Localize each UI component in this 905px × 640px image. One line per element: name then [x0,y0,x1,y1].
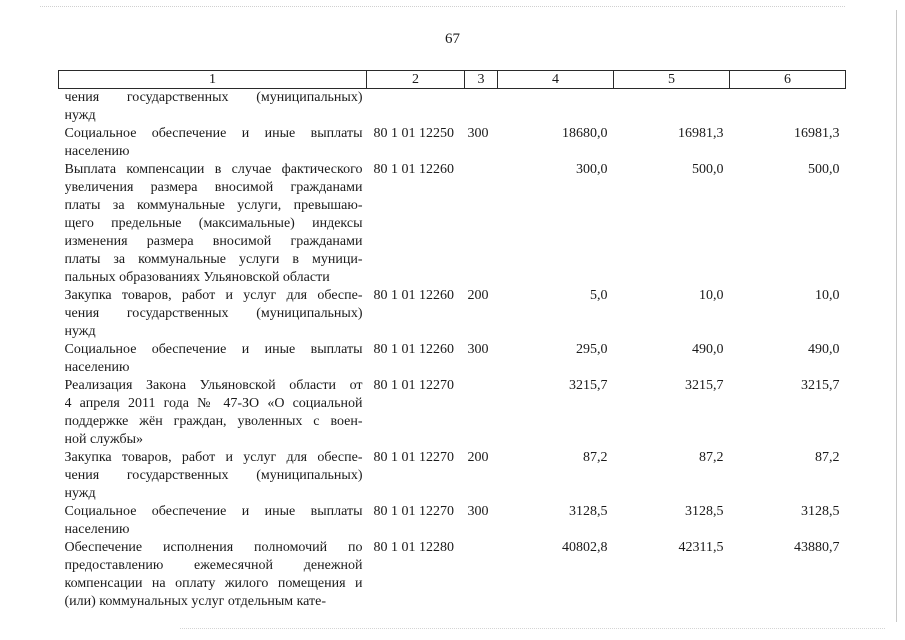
row-name-line: предоставлению ежемесячной денежной [64,558,363,573]
row-value-2020-cell: 10,0 [699,288,724,303]
row-name-line: Закупка товаров, работ и услуг для обеспе- [64,450,363,465]
header-col-6: 6 [730,71,846,89]
row-code-cell: 80 1 01 12250 [373,126,454,141]
row-name-cell [59,161,367,287]
header-col-2: 2 [367,71,465,89]
row-name-line: Социальное обеспечение и иные выплаты [64,126,363,141]
page-bottom-edge [180,628,885,629]
row-name-line: ной службы» [64,432,144,447]
row-code-cell: 80 1 01 12270 [373,504,454,519]
row-name-line: платы за коммунальные услуги в муници- [64,252,363,267]
row-name-line: нужд [64,486,96,501]
header-row [59,71,846,89]
row-value-2019-cell: 5,0 [590,288,608,303]
header-col-5: 5 [614,71,730,89]
row-name-line: увеличения размера вносимой гражданами [64,180,363,195]
header-col-4: 4 [498,71,614,89]
row-value-2021-cell: 10,0 [815,288,840,303]
row-expense-type-cell: 300 [467,504,489,519]
row-name-line: Закупка товаров, работ и услуг для обеспе- [64,288,363,303]
row-code-cell: 80 1 01 12270 [373,450,454,465]
row-name-line: Выплата компенсации в случае фактического [64,162,363,177]
row-expense-type-cell [465,539,498,611]
header-col-1: 1 [59,71,367,89]
row-code-cell: 80 1 01 12270 [373,378,454,393]
budget-table [58,70,846,611]
row-name-line: населению [64,360,130,375]
row-code-cell: 80 1 01 12260 [373,342,454,357]
row-expense-type-cell: 300 [467,126,489,141]
row-name-line: населению [64,144,130,159]
table-row [59,449,846,503]
row-expense-type-cell: 300 [467,342,489,357]
row-value-2021-cell: 490,0 [808,342,840,357]
row-value-2019-cell: 87,2 [583,450,608,465]
row-value-2021-cell: 87,2 [815,450,840,465]
table-row [59,125,846,161]
row-name-cell [59,503,367,539]
row-name-line: чения государственных (муниципальных) [64,468,363,483]
row-name-line: изменения размера вносимой гражданами [64,234,363,249]
row-expense-type-cell [465,89,498,126]
table-row [59,161,846,287]
page-right-edge [896,10,897,622]
row-code-cell [367,89,465,126]
row-value-2021-cell: 16981,3 [794,126,840,141]
table-row [59,287,846,341]
row-code-cell: 80 1 01 12280 [373,540,454,555]
row-expense-type-cell [465,377,498,449]
table-row [59,341,846,377]
row-value-2019-cell: 295,0 [576,342,608,357]
row-value-2020-cell: 87,2 [699,450,724,465]
header-col-3: 3 [465,71,498,89]
row-code-cell: 80 1 01 12260 [373,162,454,177]
row-name-line: платы за коммунальные услуги, превышаю- [64,198,363,213]
row-name-line: поддержке жён граждан, уволенных с воен- [64,414,363,429]
row-expense-type-cell: 200 [467,288,489,303]
row-name-line: чения государственных (муниципальных) [64,306,363,321]
row-value-2020-cell: 3215,7 [685,378,724,393]
row-name-line: пальных образованиях Ульяновской области [64,270,330,285]
table-row [59,503,846,539]
table-row [59,539,846,611]
row-value-2020-cell [614,89,730,126]
row-name-line: нужд [64,324,96,339]
row-value-2020-cell: 500,0 [692,162,724,177]
row-name-cell [59,89,367,126]
row-expense-type-cell [465,161,498,287]
row-name-cell [59,125,367,161]
row-value-2021-cell: 3215,7 [801,378,840,393]
row-name-line: Обеспечение исполнения полномочий по [64,540,363,555]
row-name-line: Социальное обеспечение и иные выплаты [64,504,363,519]
row-value-2019-cell: 40802,8 [562,540,608,555]
row-name-line: Социальное обеспечение и иные выплаты [64,342,363,357]
row-value-2019-cell: 3215,7 [569,378,608,393]
row-value-2019-cell: 3128,5 [569,504,608,519]
row-value-2020-cell: 3128,5 [685,504,724,519]
row-name-line: (или) коммунальных услуг отдельным кате- [64,594,327,609]
table-row [59,377,846,449]
row-name-cell [59,539,367,611]
row-name-line: компенсации на оплату жилого помещения и [64,576,363,591]
row-name-line: 4 апреля 2011 года № 47-ЗО «О социальной [64,396,363,411]
row-name-line: Реализация Закона Ульяновской области от [64,378,363,393]
row-value-2021-cell: 500,0 [808,162,840,177]
row-name-line: чения государственных (муниципальных) [64,90,363,105]
row-name-line: щего предельные (максимальные) индексы [64,216,363,231]
row-code-cell: 80 1 01 12260 [373,288,454,303]
row-value-2020-cell: 16981,3 [678,126,724,141]
table-row [59,89,846,126]
row-name-cell [59,377,367,449]
row-value-2020-cell: 42311,5 [678,540,724,555]
row-value-2019-cell: 300,0 [576,162,608,177]
row-name-cell [59,449,367,503]
table-body [59,89,846,612]
row-name-cell [59,287,367,341]
page-top-edge [40,6,845,7]
row-expense-type-cell: 200 [467,450,489,465]
row-value-2019-cell [498,89,614,126]
row-value-2021-cell [730,89,846,126]
page-number: 67 [445,31,460,47]
row-name-line: населению [64,522,130,537]
row-value-2020-cell: 490,0 [692,342,724,357]
table-header [59,71,846,89]
row-name-cell [59,341,367,377]
row-value-2021-cell: 3128,5 [801,504,840,519]
row-value-2021-cell: 43880,7 [794,540,840,555]
row-value-2019-cell: 18680,0 [562,126,608,141]
row-name-line: нужд [64,108,96,123]
